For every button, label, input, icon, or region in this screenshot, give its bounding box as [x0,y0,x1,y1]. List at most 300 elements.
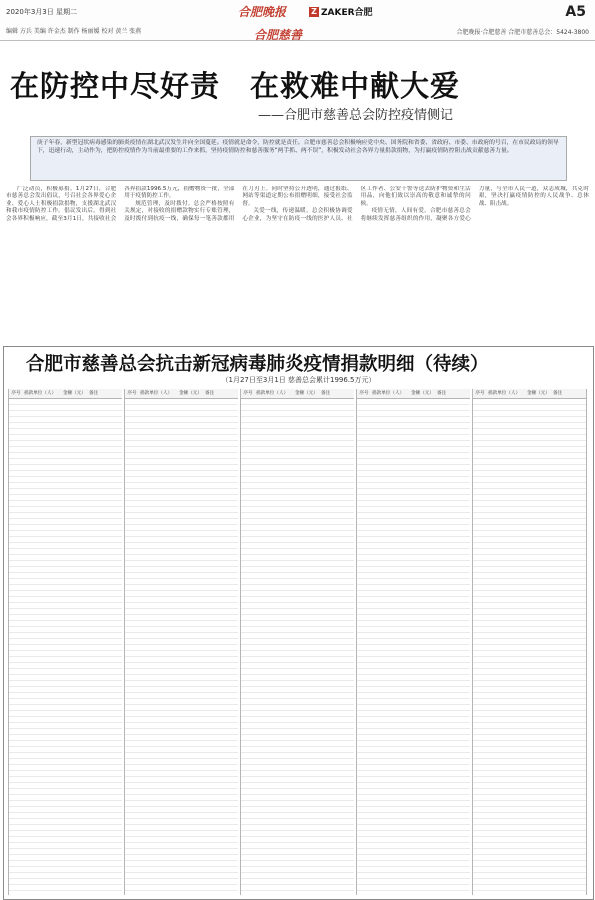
table-cell [487,507,526,512]
table-cell [178,855,204,860]
table-cell [526,477,552,482]
table-cell [526,465,552,470]
table-cell [255,489,294,494]
table-cell [255,459,294,464]
table-cell [23,489,62,494]
table-cell [9,699,23,704]
table-cell [178,567,204,572]
table-cell [125,591,139,596]
table-cell [320,771,354,776]
table-cell [23,741,62,746]
table-cell [487,795,526,800]
table-cell [357,735,371,740]
table-cell [204,711,238,716]
table-cell [62,459,88,464]
table-cell [255,723,294,728]
table-cell [9,447,23,452]
table-cell [410,885,436,890]
table-cell [178,513,204,518]
table-cell [473,723,487,728]
table-cell [410,705,436,710]
table-cell [487,735,526,740]
table-cell [125,861,139,866]
table-cell [88,741,122,746]
table-cell [178,489,204,494]
table-cell [62,873,88,878]
table-cell [320,603,354,608]
table-cell [487,687,526,692]
table-cell [255,681,294,686]
table-cell [487,729,526,734]
table-cell [371,483,410,488]
table-cell [139,507,178,512]
table-cell [294,519,320,524]
table-cell [552,873,586,878]
table-cell [371,603,410,608]
table-cell [125,609,139,614]
table-cell [23,669,62,674]
table-cell [473,711,487,716]
table-cell [178,777,204,782]
table-cell [357,597,371,602]
table-cell [371,573,410,578]
table-cell [62,801,88,806]
table-cell [410,765,436,770]
table-cell [62,423,88,428]
table-cell [139,669,178,674]
table-cell [473,543,487,548]
table-cell [436,423,470,428]
table-cell [241,627,255,632]
table-cell [410,549,436,554]
table-cell [204,801,238,806]
table-cell [436,417,470,422]
table-cell [371,681,410,686]
table-cell [88,813,122,818]
table-cell [436,585,470,590]
table-cell [62,603,88,608]
table-cell [139,597,178,602]
table-cell [23,771,62,776]
table-cell [526,495,552,500]
table-cell [526,735,552,740]
table-cell [178,627,204,632]
table-cell [62,867,88,872]
table-cell [526,849,552,854]
table-cell [23,561,62,566]
table-cell [526,855,552,860]
table-cell [473,507,487,512]
table-cell [139,675,178,680]
table-cell [487,543,526,548]
table-cell [320,795,354,800]
table-cell [526,663,552,668]
table-cell [552,891,586,895]
table-cell [410,837,436,842]
table-cell [371,711,410,716]
table-cell [526,759,552,764]
table-cell [23,699,62,704]
table-cell [473,639,487,644]
table-cell [23,891,62,895]
table-cell [552,591,586,596]
table-cell [473,891,487,895]
table-cell [526,813,552,818]
table-cell [436,663,470,668]
table-cell [241,645,255,650]
table-cell [241,639,255,644]
table-cell [9,867,23,872]
table-cell [320,573,354,578]
table-cell [178,405,204,410]
table-cell [357,795,371,800]
table-cell [125,531,139,536]
table-cell [125,687,139,692]
table-cell [320,681,354,686]
table-cell [23,645,62,650]
table-cell [125,525,139,530]
table-cell [371,495,410,500]
table-cell [139,543,178,548]
table-cell [23,789,62,794]
table-cell [552,573,586,578]
table-cell [125,579,139,584]
table-cell [552,759,586,764]
table-cell [526,513,552,518]
table-cell [473,819,487,824]
table-cell [526,801,552,806]
table-cell [410,489,436,494]
table-cell [178,717,204,722]
table-cell [294,435,320,440]
table-cell [320,549,354,554]
table-cell [473,513,487,518]
table-cell [139,729,178,734]
table-header-cell: 序号 [475,391,485,396]
table-cell [410,615,436,620]
table-cell [23,603,62,608]
table-cell [178,837,204,842]
table-cell [23,747,62,752]
table-cell [88,609,122,614]
table-cell [255,591,294,596]
table-cell [255,657,294,662]
table-cell [436,837,470,842]
table-cell [473,633,487,638]
table-cell [294,807,320,812]
table-cell [294,837,320,842]
table-cell [357,435,371,440]
table-cell [23,453,62,458]
table-cell [371,543,410,548]
table-cell [62,573,88,578]
table-cell [241,705,255,710]
table-cell [88,459,122,464]
table-cell [62,561,88,566]
table-cell [139,765,178,770]
table-cell [255,849,294,854]
table-cell [88,729,122,734]
table-cell [23,405,62,410]
table-cell [473,831,487,836]
table-cell [255,699,294,704]
table-cell [62,807,88,812]
table-cell [436,597,470,602]
table-cell [88,789,122,794]
table-cell [125,561,139,566]
table-cell [294,759,320,764]
table-cell [487,675,526,680]
table-cell [436,483,470,488]
table-cell [357,399,371,404]
table-cell [526,567,552,572]
table-cell [436,405,470,410]
table-cell [357,453,371,458]
table-cell [436,867,470,872]
table-header-row [357,389,470,399]
table-cell [487,435,526,440]
table-cell [23,765,62,770]
table-cell [139,753,178,758]
table-cell [371,399,410,404]
table-cell [204,849,238,854]
table-cell [473,777,487,782]
table-cell [526,789,552,794]
table-cell [241,651,255,656]
table-cell [552,831,586,836]
table-cell [88,885,122,890]
editor-credits: 编辑 方兵 美编 许金杰 制作 杨丽媛 校对 黄兰 张燕 [6,28,142,35]
table-cell [473,843,487,848]
table-cell [526,693,552,698]
table-cell [552,555,586,560]
table-cell [88,471,122,476]
table-cell [241,675,255,680]
table-cell [410,561,436,566]
table-cell [178,417,204,422]
table-cell [526,705,552,710]
table-cell [139,801,178,806]
table-cell [125,657,139,662]
table-cell [241,849,255,854]
table-cell [473,501,487,506]
table-cell [294,465,320,470]
table-cell [371,633,410,638]
table-cell [294,657,320,662]
table-cell [62,885,88,890]
table-cell [178,603,204,608]
table-cell [255,585,294,590]
table-cell [410,825,436,830]
table-cell [371,879,410,884]
table-row [357,891,470,895]
table-cell [204,879,238,884]
table-cell [436,555,470,560]
table-cell [526,609,552,614]
table-cell [241,507,255,512]
table-cell [9,615,23,620]
table-cell [125,801,139,806]
table-cell [125,477,139,482]
table-cell [410,465,436,470]
table-cell [357,753,371,758]
table-cell [552,639,586,644]
table-cell [410,843,436,848]
table-cell [125,825,139,830]
table-cell [526,627,552,632]
table-cell [139,423,178,428]
table-cell [294,735,320,740]
table-cell [255,609,294,614]
table-cell [204,555,238,560]
table-cell [255,447,294,452]
table-cell [241,447,255,452]
table-header-cell: 金额（元） [411,391,434,396]
table-cell [357,693,371,698]
table-cell [241,591,255,596]
table-cell [294,537,320,542]
table-cell [371,453,410,458]
table-cell [62,609,88,614]
table-cell [88,441,122,446]
table-cell [23,633,62,638]
table-cell [552,717,586,722]
table-cell [62,657,88,662]
table-cell [178,807,204,812]
table-cell [23,609,62,614]
table-cell [371,411,410,416]
table-cell [473,483,487,488]
table-cell [371,627,410,632]
table-cell [552,633,586,638]
table-cell [255,825,294,830]
table-cell [255,477,294,482]
table-cell [9,519,23,524]
table-cell [357,627,371,632]
table-cell [88,771,122,776]
table-cell [320,783,354,788]
table-cell [241,885,255,890]
table-cell [294,747,320,752]
table-cell [23,585,62,590]
table-cell [241,801,255,806]
table-cell [62,441,88,446]
table-cell [294,801,320,806]
table-cell [125,585,139,590]
table-cell [255,639,294,644]
table-cell [473,681,487,686]
table-cell [371,837,410,842]
table-header-row [241,389,354,399]
table-cell [139,777,178,782]
table-cell [320,525,354,530]
table-cell [294,729,320,734]
table-cell [178,453,204,458]
table-cell [294,615,320,620]
table-cell [178,441,204,446]
table-cell [241,687,255,692]
table-header-row [9,389,122,399]
table-cell [139,561,178,566]
table-cell [552,837,586,842]
table-cell [526,747,552,752]
table-cell [241,555,255,560]
table-cell [320,723,354,728]
table-cell [139,405,178,410]
table-header-cell: 金额（元） [179,391,202,396]
table-cell [88,585,122,590]
table-cell [410,531,436,536]
table-cell [255,483,294,488]
table-cell [23,477,62,482]
table-cell [178,585,204,590]
table-cell [552,507,586,512]
table-cell [410,573,436,578]
table-cell [139,759,178,764]
table-cell [23,549,62,554]
table-cell [410,711,436,716]
table-cell [436,807,470,812]
table-cell [552,801,586,806]
table-cell [241,843,255,848]
table-cell [204,591,238,596]
table-cell [125,675,139,680]
table-cell [294,573,320,578]
table-cell [526,831,552,836]
table-cell [436,633,470,638]
table-cell [62,699,88,704]
table-cell [62,447,88,452]
table-cell [473,741,487,746]
table-cell [255,663,294,668]
table-cell [62,651,88,656]
table-cell [526,807,552,812]
table-cell [473,441,487,446]
table-cell [255,867,294,872]
table-cell [526,891,552,895]
table-cell [139,837,178,842]
table-cell [552,477,586,482]
table-cell [294,675,320,680]
table-cell [436,579,470,584]
table-cell [178,429,204,434]
table-cell [320,639,354,644]
table-cell [320,657,354,662]
table-cell [294,771,320,776]
table-cell [552,525,586,530]
table-cell [139,657,178,662]
table-cell [371,819,410,824]
table-cell [436,411,470,416]
table-cell [9,825,23,830]
table-column-group [8,389,122,895]
table-cell [241,855,255,860]
table-cell [436,477,470,482]
table-cell [487,681,526,686]
table-cell [473,885,487,890]
table-cell [320,843,354,848]
table-cell [526,519,552,524]
table-cell [204,843,238,848]
table-cell [125,507,139,512]
table-cell [139,585,178,590]
table-cell [139,789,178,794]
table-cell [88,669,122,674]
table-cell [23,753,62,758]
table-cell [410,441,436,446]
table-cell [357,831,371,836]
table-cell [436,573,470,578]
